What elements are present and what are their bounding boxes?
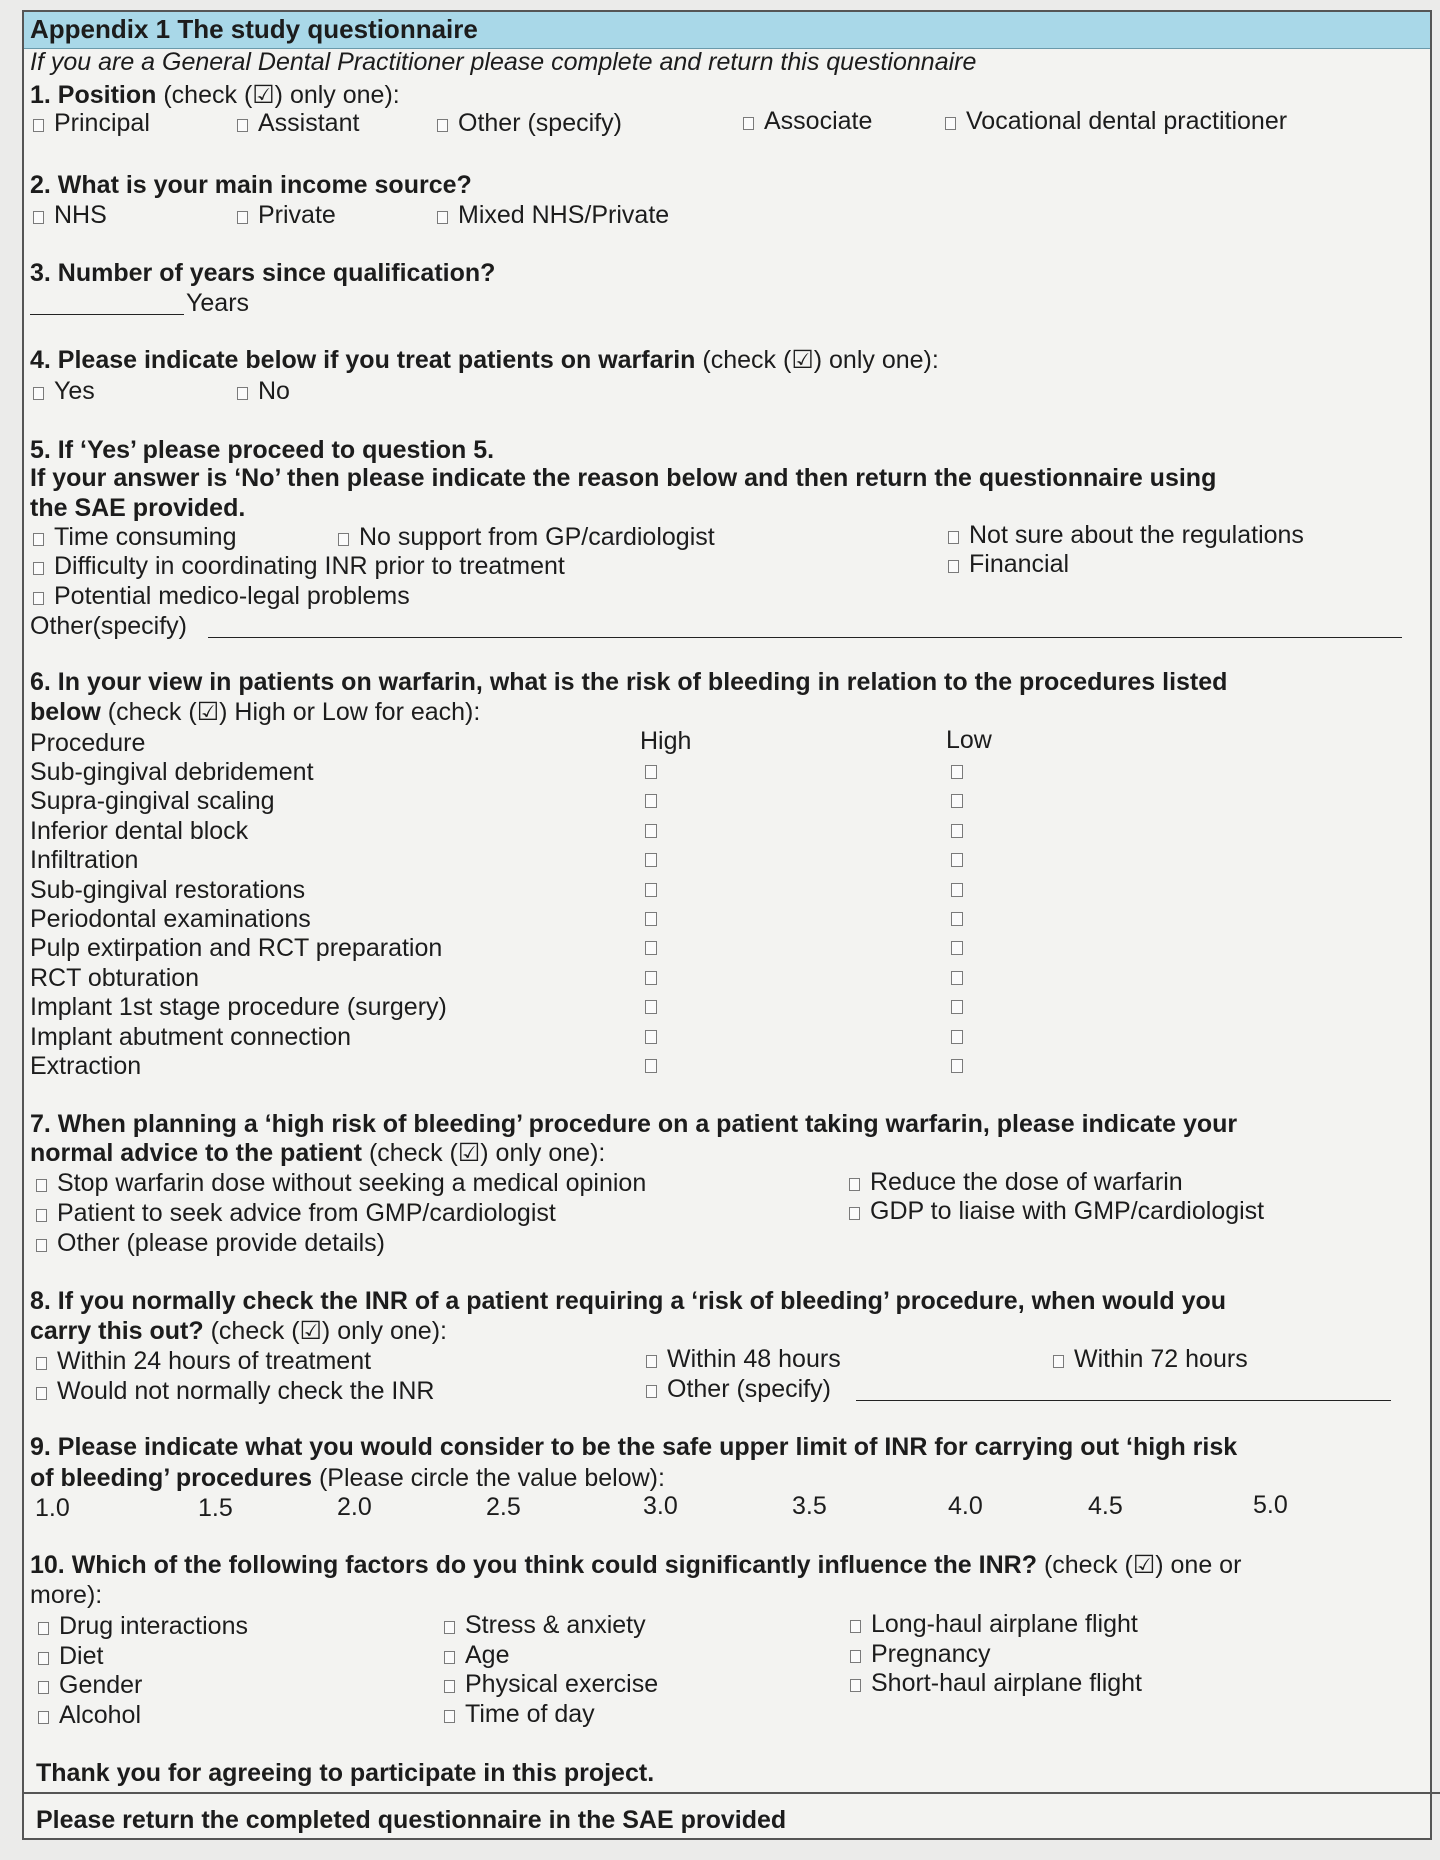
q1-option-other[interactable]: Other (specify)	[437, 108, 622, 138]
q10-option-exercise[interactable]: Physical exercise	[444, 1669, 658, 1699]
q6-high-checkbox[interactable]	[645, 912, 657, 926]
q10-heading: 10. Which of the following factors do you think could significantly influence the INR? (check (☑) one or	[30, 1551, 1242, 1579]
q1-option-vocational[interactable]: Vocational dental practitioner	[945, 106, 1287, 136]
checkbox[interactable]	[33, 533, 44, 546]
q6-procedure-label: Inferior dental block	[30, 817, 249, 845]
checkbox[interactable]	[444, 1680, 455, 1693]
checkbox[interactable]	[338, 533, 349, 546]
checkbox[interactable]	[849, 1207, 860, 1220]
checkbox[interactable]	[444, 1621, 455, 1634]
q10-option-alcohol[interactable]: Alcohol	[38, 1700, 141, 1730]
q3-label: 3. Number of years since qualification?	[30, 259, 496, 287]
q6-procedure-label: Extraction	[30, 1052, 142, 1080]
checkbox[interactable]	[33, 387, 44, 400]
q9-value-4-5[interactable]: 4.5	[1088, 1492, 1123, 1520]
q1-instruction: (check (☑) only one):	[163, 81, 400, 109]
q6-procedure-label: Sub-gingival debridement	[30, 758, 314, 786]
q7-option-reduce[interactable]: Reduce the dose of warfarin	[849, 1167, 1183, 1197]
q1-option-associate[interactable]: Associate	[743, 106, 872, 136]
q5-option-medico-legal[interactable]: Potential medico-legal problems	[33, 581, 410, 611]
checkbox[interactable]	[38, 1711, 49, 1724]
q8-option-24h[interactable]: Within 24 hours of treatment	[36, 1346, 371, 1376]
q1-option-principal[interactable]: Principal	[33, 108, 150, 138]
checkbox[interactable]	[36, 1179, 47, 1192]
q6-col-low: Low	[946, 726, 992, 754]
q2-option-private[interactable]: Private	[237, 200, 336, 230]
q6-low-checkbox[interactable]	[951, 824, 963, 838]
checkbox[interactable]	[33, 119, 44, 132]
checkbox[interactable]	[850, 1620, 861, 1633]
q10-option-drug[interactable]: Drug interactions	[38, 1611, 248, 1641]
q9-value-4-0[interactable]: 4.0	[948, 1492, 983, 1520]
q6-high-checkbox[interactable]	[645, 941, 657, 955]
checkbox[interactable]	[743, 117, 754, 130]
q4-option-no[interactable]: No	[237, 376, 290, 406]
checkbox[interactable]	[36, 1387, 47, 1400]
q6-procedure-label: Sub-gingival restorations	[30, 876, 306, 904]
q6-low-checkbox[interactable]	[951, 941, 963, 955]
footer-text: Please return the completed questionnaire in the SAE provided	[36, 1806, 787, 1834]
q5-option-financial[interactable]: Financial	[948, 549, 1069, 579]
checkbox[interactable]	[237, 387, 248, 400]
q6-col-high: High	[640, 727, 692, 755]
q6-procedure-label: Infiltration	[30, 846, 139, 874]
q9-value-2-0[interactable]: 2.0	[337, 1493, 372, 1521]
page-title: Appendix 1 The study questionnaire	[30, 14, 478, 44]
checkbox[interactable]	[437, 119, 448, 132]
q6-low-checkbox[interactable]	[951, 883, 963, 897]
q6-high-checkbox[interactable]	[645, 971, 657, 985]
q7-option-gdp-liaise[interactable]: GDP to liaise with GMP/cardiologist	[849, 1196, 1264, 1226]
checkbox[interactable]	[646, 1385, 657, 1398]
q6-high-checkbox[interactable]	[645, 1030, 657, 1044]
q10-option-short-haul[interactable]: Short-haul airplane flight	[850, 1668, 1142, 1698]
q7-option-seek-advice[interactable]: Patient to seek advice from GMP/cardiologist	[36, 1198, 556, 1228]
q9-heading-line2: of bleeding’ procedures (Please circle the value below):	[30, 1464, 665, 1492]
checkbox[interactable]	[33, 211, 44, 224]
q10-option-diet[interactable]: Diet	[38, 1641, 103, 1671]
checkbox[interactable]	[33, 562, 44, 575]
q5-other-input-line[interactable]	[208, 637, 1402, 638]
q8-other-input-line[interactable]	[856, 1400, 1391, 1401]
q1-heading	[30, 80, 400, 110]
q6-low-checkbox[interactable]	[951, 1059, 963, 1073]
checkbox[interactable]	[36, 1209, 47, 1222]
q6-procedure-label: Supra-gingival scaling	[30, 787, 275, 815]
q5-line3: the SAE provided.	[30, 494, 246, 522]
q5-option-no-support[interactable]: No support from GP/cardiologist	[338, 522, 715, 552]
q10-option-age[interactable]: Age	[444, 1640, 509, 1670]
checkbox[interactable]	[38, 1681, 49, 1694]
checkbox[interactable]	[38, 1652, 49, 1665]
q2-label: 2. What is your main income source?	[30, 171, 472, 199]
q5-option-coordinating[interactable]: Difficulty in coordinating INR prior to treatment	[33, 551, 565, 581]
q6-low-checkbox[interactable]	[951, 1030, 963, 1044]
q10-option-pregnancy[interactable]: Pregnancy	[850, 1639, 991, 1669]
q5-other-label: Other(specify)	[30, 612, 187, 640]
q6-heading-line2: below (check (☑) High or Low for each):	[30, 698, 481, 726]
q7-heading-line2: normal advice to the patient (check (☑) only one):	[30, 1139, 606, 1167]
q9-value-1-5[interactable]: 1.5	[198, 1494, 233, 1522]
q4-heading: 4. Please indicate below if you treat patients on warfarin (check (☑) only one):	[30, 346, 939, 374]
q9-value-2-5[interactable]: 2.5	[486, 1493, 521, 1521]
q7-option-other[interactable]: Other (please provide details)	[36, 1228, 385, 1258]
q8-line1: 8. If you normally check the INR of a patient requiring a ‘risk of bleeding’ procedure, when would you	[30, 1287, 1227, 1315]
q9-value-3-5[interactable]: 3.5	[792, 1492, 827, 1520]
q8-option-not-check[interactable]: Would not normally check the INR	[36, 1376, 434, 1406]
q5-line2: If your answer is ‘No’ then please indicate the reason below and then return the questionnaire using	[30, 464, 1217, 492]
checkbox[interactable]	[945, 117, 956, 130]
checkbox[interactable]	[948, 560, 959, 573]
q6-procedure-label: Implant 1st stage procedure (surgery)	[30, 993, 447, 1021]
checkbox[interactable]	[38, 1622, 49, 1635]
q2-option-nhs[interactable]: NHS	[33, 200, 107, 230]
checkbox[interactable]	[850, 1679, 861, 1692]
q7-line1: 7. When planning a ‘high risk of bleeding’ procedure on a patient taking warfarin, please indicate your	[30, 1110, 1238, 1138]
checkbox[interactable]	[33, 592, 44, 605]
q6-col-procedure: Procedure	[30, 729, 146, 757]
checkbox[interactable]	[36, 1239, 47, 1252]
q4-option-yes[interactable]: Yes	[33, 376, 95, 406]
q9-value-1-0[interactable]: 1.0	[35, 1494, 70, 1522]
page-subtitle: If you are a General Dental Practitioner please complete and return this questionnaire	[30, 48, 977, 76]
q6-low-checkbox[interactable]	[951, 1000, 963, 1014]
q5-option-regulations[interactable]: Not sure about the regulations	[948, 520, 1304, 550]
q8-option-48h[interactable]: Within 48 hours	[646, 1344, 841, 1374]
q9-value-3-0[interactable]: 3.0	[643, 1492, 678, 1520]
checkbox[interactable]	[237, 119, 248, 132]
q10-option-stress[interactable]: Stress & anxiety	[444, 1610, 646, 1640]
checkbox[interactable]	[36, 1357, 47, 1370]
checkbox[interactable]	[850, 1650, 861, 1663]
q8-option-other[interactable]: Other (specify)	[646, 1374, 831, 1404]
q6-low-checkbox[interactable]	[951, 912, 963, 926]
q6-high-checkbox[interactable]	[645, 853, 657, 867]
q1-label: 1. Position	[30, 81, 157, 109]
q5-option-time[interactable]: Time consuming	[33, 522, 236, 552]
q10-heading-line2: more):	[30, 1581, 103, 1609]
checkbox[interactable]	[237, 211, 248, 224]
q6-procedure-label: Periodontal examinations	[30, 905, 311, 933]
q9-value-5-0[interactable]: 5.0	[1253, 1491, 1288, 1519]
q5-line1: 5. If ‘Yes’ please proceed to question 5.	[30, 436, 495, 464]
q6-low-checkbox[interactable]	[951, 765, 963, 779]
q10-option-long-haul[interactable]: Long-haul airplane flight	[850, 1609, 1138, 1639]
q6-procedure-label: Implant abutment connection	[30, 1023, 352, 1051]
q6-high-checkbox[interactable]	[645, 1000, 657, 1014]
q8-heading-line2: carry this out? (check (☑) only one):	[30, 1317, 447, 1345]
q10-option-gender[interactable]: Gender	[38, 1670, 142, 1700]
q6-high-checkbox[interactable]	[645, 824, 657, 838]
q7-option-stop[interactable]: Stop warfarin dose without seeking a medical opinion	[36, 1168, 646, 1198]
q3-years-input-line[interactable]	[30, 314, 184, 315]
checkbox[interactable]	[646, 1355, 657, 1368]
q9-line1: 9. Please indicate what you would consider to be the safe upper limit of INR for carrying out ‘high risk	[30, 1433, 1238, 1461]
q3-years-unit: Years	[186, 289, 250, 317]
checkbox[interactable]	[437, 211, 448, 224]
q6-low-checkbox[interactable]	[951, 853, 963, 867]
q8-option-72h[interactable]: Within 72 hours	[1053, 1344, 1248, 1374]
checkbox[interactable]	[849, 1178, 860, 1191]
checkbox[interactable]	[1053, 1355, 1064, 1368]
q6-high-checkbox[interactable]	[645, 765, 657, 779]
checkbox[interactable]	[444, 1651, 455, 1664]
q6-high-checkbox[interactable]	[645, 883, 657, 897]
q6-line1: 6. In your view in patients on warfarin, what is the risk of bleeding in relation to the procedures listed	[30, 668, 1228, 696]
q6-low-checkbox[interactable]	[951, 971, 963, 985]
q1-option-assistant[interactable]: Assistant	[237, 108, 359, 138]
q6-procedure-label: Pulp extirpation and RCT preparation	[30, 934, 443, 962]
checkbox[interactable]	[444, 1710, 455, 1723]
q10-option-time-of-day[interactable]: Time of day	[444, 1699, 595, 1729]
thanks-message: Thank you for agreeing to participate in this project.	[36, 1759, 655, 1787]
q6-high-checkbox[interactable]	[645, 794, 657, 808]
q2-option-mixed[interactable]: Mixed NHS/Private	[437, 200, 669, 230]
q6-procedure-label: RCT obturation	[30, 964, 200, 992]
q6-low-checkbox[interactable]	[951, 794, 963, 808]
q6-high-checkbox[interactable]	[645, 1059, 657, 1073]
checkbox[interactable]	[948, 531, 959, 544]
